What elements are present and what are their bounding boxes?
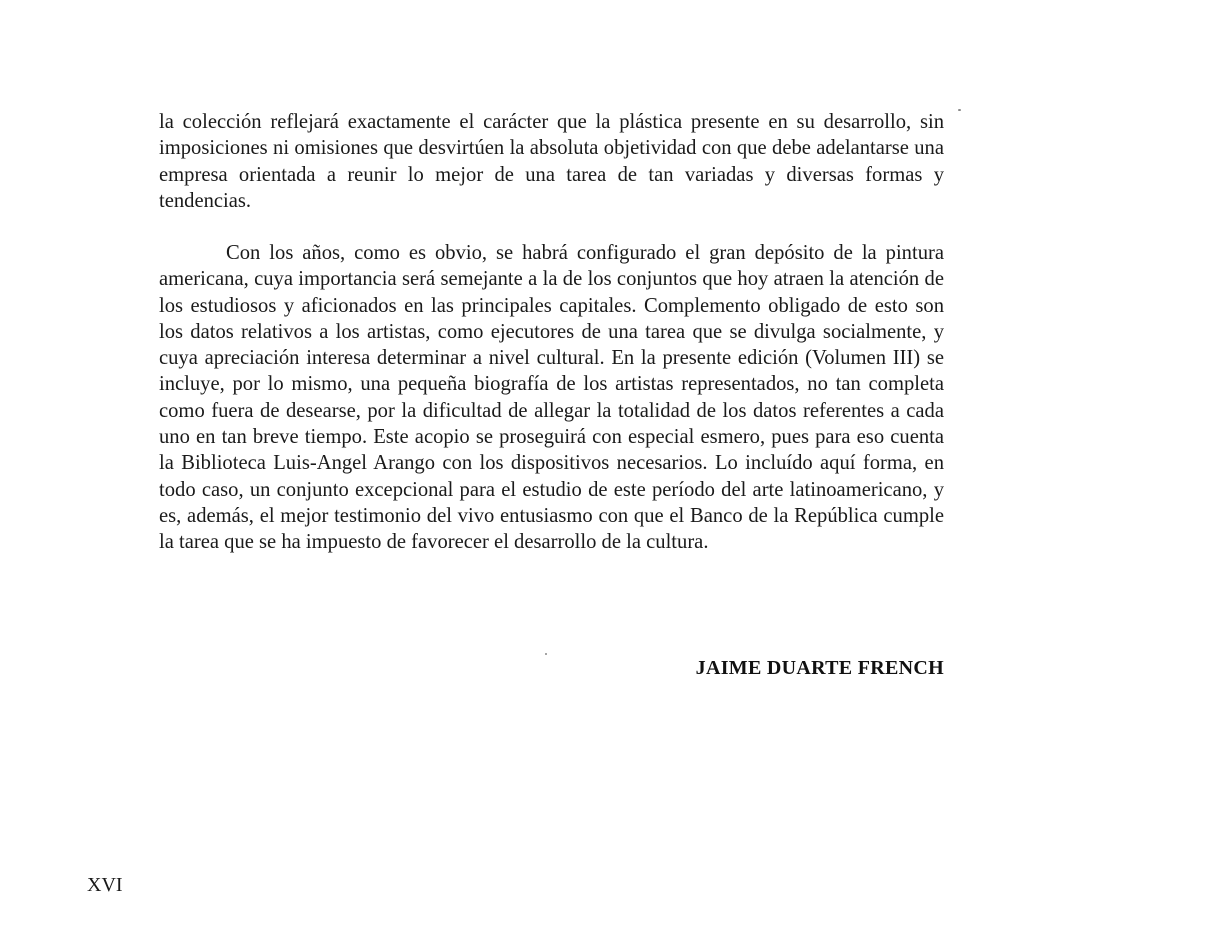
author-signature: JAIME DUARTE FRENCH: [695, 657, 944, 679]
scan-speck: [545, 653, 547, 655]
page-number: XVI: [87, 874, 123, 896]
paragraph-1: la colección reflejará exactamente el carácter que la plástica presente en su desarrollo, sin imposiciones ni omisiones que desvirtúen la absoluta objetividad con que debe adelantarse una empresa orientada a reunir lo mejor de una tarea de tan variadas y diversas formas y tendencias.: [159, 111, 944, 212]
paragraph-2: Con los años, como es obvio, se habrá configurado el gran depósito de la pintura americana, cuya importancia será semejante a la de los conjuntos que hoy atraen la atención de los estudiosos y aficionados en las principales capitales. Complemento obligado de esto son los datos relativos a los artistas, como ejecutores de una tarea que se divulga socialmente, y cuya apreciación interesa determinar a nivel cultural. En la presente edición (Volumen III) se incluye, por lo mismo, una pequeña biografía de los artistas representados, no tan completa como fuera de desearse, por la dificultad de allegar la totalidad de los datos referentes a cada uno en tan breve tiempo. Este acopio se proseguirá con especial esmero, pues para eso cuenta la Biblioteca Luis-Angel Arango con los dispositivos necesarios. Lo incluído aquí forma, en todo caso, un conjunto excepcional para el estudio de este período del arte latinoamericano, y es, además, el mejor testimonio del vivo entusiasmo con que el Banco de la República cumple la tarea que se ha impuesto de favorecer el desarrollo de la cultura.: [159, 242, 944, 554]
scan-speck: [958, 109, 961, 111]
